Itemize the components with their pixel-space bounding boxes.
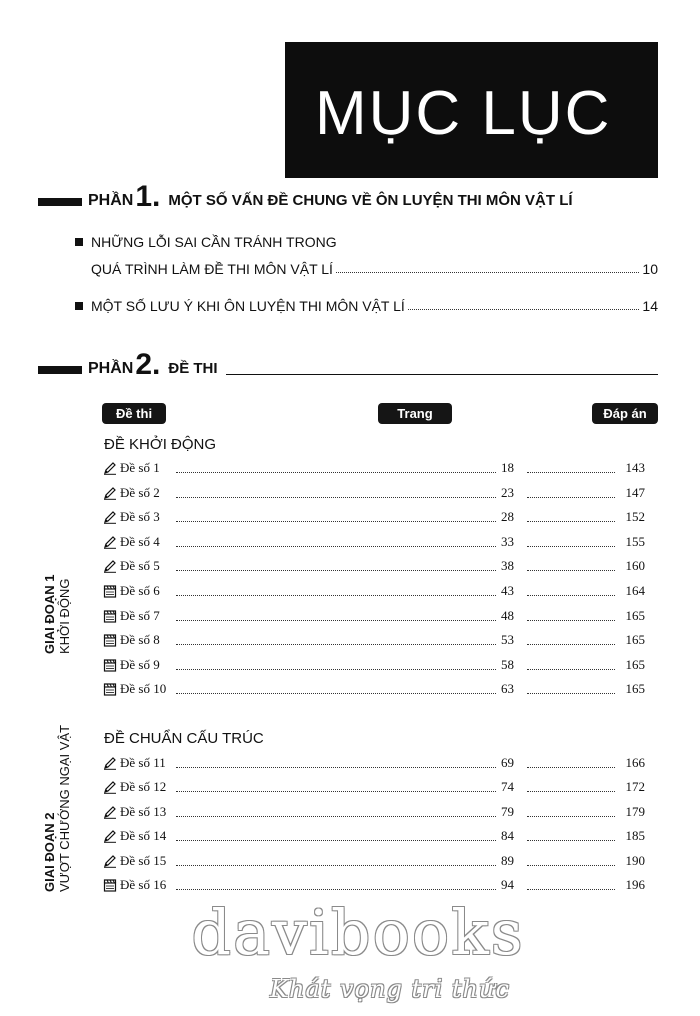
pencil-icon [103, 829, 117, 843]
answer-page: 165 [625, 607, 645, 623]
bullet-square-icon [75, 302, 83, 310]
dot-leader [527, 644, 615, 645]
answer-page: 179 [625, 803, 645, 819]
dot-leader [408, 309, 640, 310]
dot-leader [527, 570, 615, 571]
dot-leader [176, 472, 496, 473]
exam-page: 74 [501, 779, 514, 795]
answer-page: 160 [625, 558, 645, 574]
answer-page: 165 [625, 656, 645, 672]
dot-leader [176, 669, 496, 670]
stage1-side-label [42, 575, 72, 654]
dot-leader [176, 521, 496, 522]
entry-line1: NHỮNG LỖI SAI CẦN TRÁNH TRONG [91, 234, 337, 250]
dot-leader [527, 889, 615, 890]
exam-page: 53 [501, 632, 514, 648]
exam-label: Đề số 7 [120, 607, 160, 623]
pencil-icon [103, 756, 117, 770]
exam-page: 18 [501, 460, 514, 475]
answer-page: 196 [625, 877, 645, 892]
dot-leader [527, 620, 615, 621]
dot-leader [527, 595, 615, 596]
exam-label: Đề số 14 [120, 828, 167, 844]
part1-number: 1. [135, 180, 161, 213]
pencil-icon [103, 780, 117, 794]
pencil-icon [103, 510, 117, 524]
part1-heading [38, 182, 658, 212]
dot-leader [527, 865, 615, 866]
answer-page: 155 [625, 533, 645, 549]
dot-leader [176, 620, 496, 621]
toc-row[interactable] [103, 779, 643, 797]
clapperboard-icon [103, 609, 117, 623]
toc-row[interactable] [103, 632, 643, 650]
dot-leader [176, 889, 496, 890]
toc-row[interactable] [103, 460, 643, 478]
watermark-slogan: Khát vọng tri thức [270, 975, 510, 1003]
heading-rule [226, 374, 658, 375]
part2-title: ĐỀ THI [168, 360, 218, 377]
dot-leader [176, 644, 496, 645]
answer-page: 172 [625, 779, 645, 795]
exam-page: 89 [501, 852, 514, 868]
exam-label: Đề số 4 [120, 533, 160, 549]
toc-entry-study-notes[interactable] [75, 294, 658, 314]
toc-row[interactable] [103, 534, 643, 552]
exam-label: Đề số 1 [120, 460, 160, 475]
toc-entry-common-mistakes[interactable] [75, 230, 658, 250]
dot-leader [527, 816, 615, 817]
exam-label: Đề số 11 [120, 755, 166, 770]
bullet-square-icon [75, 238, 83, 246]
exam-page: 23 [501, 484, 514, 500]
dot-leader [527, 546, 615, 547]
answer-page: 166 [625, 755, 645, 770]
exam-page: 28 [501, 509, 514, 525]
dot-leader [176, 865, 496, 866]
part2-heading [38, 350, 658, 380]
toc-row[interactable] [103, 804, 643, 822]
heading-bar [38, 198, 82, 206]
entry-page: 14 [642, 298, 658, 314]
exam-label: Đề số 2 [120, 484, 160, 500]
dot-leader [176, 840, 496, 841]
exam-label: Đề số 5 [120, 558, 160, 574]
stage2-subtitle: VƯỢT CHƯỚNG NGẠI VẬT [57, 724, 72, 892]
exam-page: 84 [501, 828, 514, 844]
dot-leader [176, 595, 496, 596]
stage1-title: GIAI ĐOẠN 1 [42, 574, 57, 654]
answer-page: 165 [625, 632, 645, 648]
pencil-icon [103, 461, 117, 475]
answer-page: 165 [625, 681, 645, 697]
exam-label: Đề số 15 [120, 852, 167, 868]
answer-page: 152 [625, 509, 645, 525]
exam-label: Đề số 10 [120, 681, 167, 697]
clapperboard-icon [103, 633, 117, 647]
answer-page: 190 [625, 852, 645, 868]
toc-row[interactable] [103, 828, 643, 846]
exam-label: Đề số 13 [120, 803, 167, 819]
toc-entry-common-mistakes-line2[interactable] [91, 257, 658, 277]
exam-page: 58 [501, 656, 514, 672]
toc-row[interactable] [103, 853, 643, 871]
entry-line1: MỘT SỐ LƯU Ý KHI ÔN LUYỆN THI MÔN VẬT LÍ [91, 298, 405, 314]
dot-leader [176, 570, 496, 571]
exam-page: 79 [501, 803, 514, 819]
exam-page: 69 [501, 755, 514, 770]
entry-page: 10 [642, 261, 658, 277]
dot-leader [527, 472, 615, 473]
toc-row[interactable] [103, 485, 643, 503]
exam-page: 48 [501, 607, 514, 623]
part2-number: 2. [135, 348, 161, 381]
toc-row[interactable] [103, 657, 643, 675]
heading-bar [38, 366, 82, 374]
exam-label: Đề số 3 [120, 509, 160, 525]
watermark-brand: davibooks [191, 896, 525, 969]
exam-page: 43 [501, 583, 514, 598]
stage1-subtitle: KHỞI ĐỘNG [57, 578, 72, 654]
section-title-warmup: ĐỀ KHỞI ĐỘNG [104, 436, 217, 453]
stage2-title: GIAI ĐOẠN 2 [42, 812, 57, 892]
pencil-icon [103, 854, 117, 868]
exam-page: 33 [501, 533, 514, 549]
column-header-exam: Đề thi [102, 403, 166, 424]
exam-label: Đề số 12 [120, 779, 167, 795]
page-title: MỤC LỤC [315, 79, 612, 148]
part1-label: PHẦN [88, 192, 134, 209]
section-title-standard: ĐỀ CHUẨN CẤU TRÚC [104, 730, 264, 747]
exam-page: 94 [501, 877, 514, 892]
dot-leader [527, 521, 615, 522]
pencil-icon [103, 535, 117, 549]
title-banner [285, 42, 658, 178]
exam-label: Đề số 16 [120, 877, 167, 892]
column-header-page: Trang [378, 403, 452, 424]
dot-leader [527, 791, 615, 792]
answer-page: 164 [625, 583, 645, 598]
column-header-answer: Đáp án [592, 403, 658, 424]
dot-leader [527, 693, 615, 694]
toc-row[interactable] [103, 558, 643, 576]
clapperboard-icon [103, 878, 117, 892]
toc-row[interactable] [103, 877, 643, 895]
dot-leader [176, 497, 496, 498]
clapperboard-icon [103, 658, 117, 672]
dot-leader [176, 767, 496, 768]
exam-page: 63 [501, 681, 514, 697]
dot-leader [527, 669, 615, 670]
dot-leader [527, 840, 615, 841]
pencil-icon [103, 486, 117, 500]
pencil-icon [103, 805, 117, 819]
entry-line2: QUÁ TRÌNH LÀM ĐỀ THI MÔN VẬT LÍ [91, 261, 333, 277]
dot-leader [176, 693, 496, 694]
answer-page: 143 [625, 460, 645, 475]
part2-label: PHẦN [88, 360, 134, 377]
toc-row[interactable] [103, 755, 643, 773]
toc-row[interactable] [103, 583, 643, 601]
dot-leader [336, 272, 639, 273]
toc-row[interactable] [103, 509, 643, 527]
bleed-through-shadow [40, 45, 275, 165]
stage2-side-label [42, 725, 72, 892]
clapperboard-icon [103, 682, 117, 696]
clapperboard-icon [103, 584, 117, 598]
exam-label: Đề số 9 [120, 656, 160, 672]
part1-title: MỘT SỐ VẤN ĐỀ CHUNG VỀ ÔN LUYỆN THI MÔN VẬT LÍ [168, 192, 573, 209]
dot-leader [176, 546, 496, 547]
exam-label: Đề số 6 [120, 583, 160, 598]
exam-page: 38 [501, 558, 514, 574]
answer-page: 147 [625, 484, 645, 500]
toc-row[interactable] [103, 681, 643, 699]
pencil-icon [103, 559, 117, 573]
dot-leader [176, 791, 496, 792]
dot-leader [527, 767, 615, 768]
answer-page: 185 [625, 828, 645, 844]
exam-label: Đề số 8 [120, 632, 160, 648]
dot-leader [527, 497, 615, 498]
toc-row[interactable] [103, 608, 643, 626]
dot-leader [176, 816, 496, 817]
